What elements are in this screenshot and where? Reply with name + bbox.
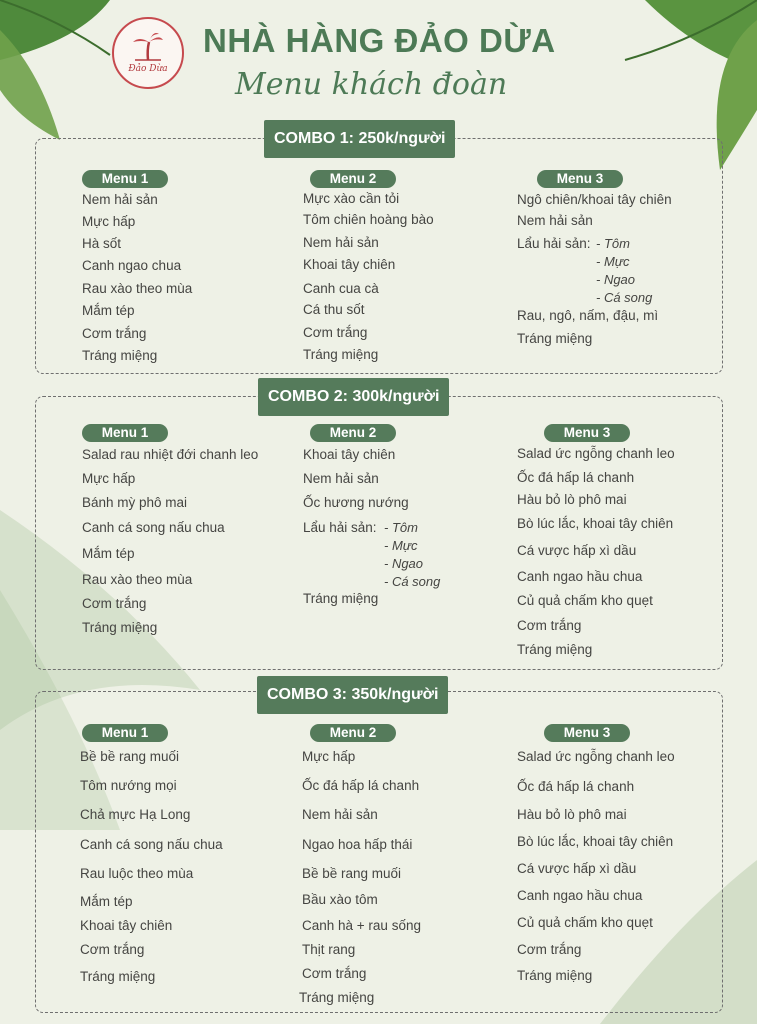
hotpot-sub-item: - Cá song: [384, 574, 441, 589]
menu-item: Cơm trắng: [517, 942, 582, 957]
menu-item: Bề bề rang muối: [302, 866, 402, 881]
menu-item: Lẩu hải sản:: [517, 236, 591, 251]
hotpot-sub-item: - Tôm: [384, 520, 418, 535]
menu-item: Tráng miệng: [303, 591, 379, 606]
palm-leaf-top-left: [0, 0, 120, 140]
menu-item: Củ quả chấm kho quẹt: [517, 593, 653, 608]
menu-item: Ốc hương nướng: [303, 495, 409, 510]
restaurant-logo: [112, 17, 184, 89]
menu-item: Chả mực Hạ Long: [80, 807, 191, 822]
menu-item: Bánh mỳ phô mai: [82, 495, 188, 510]
menu-item: Cá thu sốt: [303, 302, 365, 317]
page-subtitle: Menu khách đoàn: [235, 67, 508, 102]
combo-3-label: COMBO 3: 350k/người: [257, 676, 448, 714]
menu-item: Salad rau nhiệt đới chanh leo: [82, 447, 259, 462]
menu-item: Củ quả chấm kho quẹt: [517, 915, 653, 930]
combo-2-label: COMBO 2: 300k/người: [258, 378, 449, 416]
menu-item: Mực hấp: [82, 214, 136, 229]
hotpot-sub-item: - Tôm: [596, 236, 630, 251]
menu-item: Tráng miệng: [82, 348, 158, 363]
menu-item: Thịt rang: [302, 942, 356, 957]
menu-item: Canh cá song nấu chua: [82, 520, 225, 535]
combo-1-label: COMBO 1: 250k/người: [264, 120, 455, 158]
menu-item: Cơm trắng: [82, 326, 147, 341]
menu-item: Cơm trắng: [82, 596, 147, 611]
combo-1-menu-1-title: Menu 1: [82, 170, 168, 188]
menu-item: Mắm tép: [82, 546, 135, 561]
menu-item: Tráng miệng: [82, 620, 158, 635]
menu-item: Mực xào cần tỏi: [303, 191, 400, 206]
menu-item: Salad ức ngỗng chanh leo: [517, 749, 675, 764]
menu-item: Tráng miệng: [80, 969, 156, 984]
combo-3-menu-1-title: Menu 1: [82, 724, 168, 742]
menu-item: Ngao hoa hấp thái: [302, 837, 413, 852]
menu-item: Bò lúc lắc, khoai tây chiên: [517, 834, 674, 849]
menu-item: Mắm tép: [82, 303, 135, 318]
menu-item: Bề bề rang muối: [80, 749, 180, 764]
menu-item: Ốc đá hấp lá chanh: [517, 470, 635, 485]
hotpot-sub-item: - Ngao: [384, 556, 424, 571]
menu-item: Tôm chiên hoàng bào: [303, 212, 434, 227]
menu-item: Nem hải sản: [302, 807, 378, 822]
combo-2-menu-2-title: Menu 2: [310, 424, 396, 442]
menu-item: Canh ngao hầu chua: [517, 888, 643, 903]
menu-item: Hà sốt: [82, 236, 122, 251]
logo-text: Đảo Dừa: [128, 64, 168, 74]
menu-item: Cơm trắng: [302, 966, 367, 981]
menu-item: Cá vược hấp xì dầu: [517, 861, 637, 876]
palm-tree-icon: [131, 32, 165, 62]
menu-item: Tráng miệng: [517, 642, 593, 657]
menu-item: Nem hải sản: [517, 213, 593, 228]
menu-item: Ngô chiên/khoai tây chiên: [517, 192, 672, 207]
menu-item: Tráng miệng: [299, 990, 375, 1005]
hotpot-sub-item: - Ngao: [596, 272, 636, 287]
menu-item: Rau luộc theo mùa: [80, 866, 194, 881]
menu-item: Canh ngao chua: [82, 258, 182, 273]
menu-item: Cá vược hấp xì dầu: [517, 543, 637, 558]
menu-item: Mực hấp: [82, 471, 136, 486]
menu-item: Rau xào theo mùa: [82, 572, 193, 587]
menu-item: Tráng miệng: [303, 347, 379, 362]
menu-item: Canh cá song nấu chua: [80, 837, 223, 852]
menu-item: Khoai tây chiên: [303, 447, 396, 462]
menu-item: Nem hải sản: [303, 235, 379, 250]
combo-1-menu-2-title: Menu 2: [310, 170, 396, 188]
hotpot-sub-item: - Cá song: [596, 290, 653, 305]
menu-item: Canh hà + rau sống: [302, 918, 421, 933]
menu-item: Tôm nướng mọi: [80, 778, 177, 793]
menu-item: Hàu bỏ lò phô mai: [517, 807, 627, 822]
menu-item: Bò lúc lắc, khoai tây chiên: [517, 516, 674, 531]
combo-3-menu-3-title: Menu 3: [544, 724, 630, 742]
hotpot-sub-item: - Mực: [384, 538, 418, 553]
combo-2-menu-1-title: Menu 1: [82, 424, 168, 442]
page-title: NHÀ HÀNG ĐẢO DỪA: [203, 22, 556, 59]
menu-item: Cơm trắng: [517, 618, 582, 633]
hotpot-sub-item: - Mực: [596, 254, 630, 269]
menu-item: Tráng miệng: [517, 331, 593, 346]
menu-item: Canh cua cà: [303, 281, 379, 296]
menu-item: Mắm tép: [80, 894, 133, 909]
menu-item: Cơm trắng: [303, 325, 368, 340]
menu-item: Nem hải sản: [303, 471, 379, 486]
menu-item: Cơm trắng: [80, 942, 145, 957]
menu-item: Ốc đá hấp lá chanh: [302, 778, 420, 793]
menu-item: Salad ức ngỗng chanh leo: [517, 446, 675, 461]
menu-item: Ốc đá hấp lá chanh: [517, 779, 635, 794]
combo-3-menu-2-title: Menu 2: [310, 724, 396, 742]
menu-item: Khoai tây chiên: [80, 918, 173, 933]
menu-item: Tráng miệng: [517, 968, 593, 983]
menu-item: Hàu bỏ lò phô mai: [517, 492, 627, 507]
menu-item: Mực hấp: [302, 749, 356, 764]
menu-item: Bầu xào tôm: [302, 892, 378, 907]
menu-item: Khoai tây chiên: [303, 257, 396, 272]
menu-item: Rau xào theo mùa: [82, 281, 193, 296]
menu-item: Canh ngao hầu chua: [517, 569, 643, 584]
combo-2-menu-3-title: Menu 3: [544, 424, 630, 442]
combo-1-menu-3-title: Menu 3: [537, 170, 623, 188]
menu-item: Nem hải sản: [82, 192, 158, 207]
menu-item: Lẩu hải sản:: [303, 520, 377, 535]
menu-item: Rau, ngô, nấm, đậu, mì: [517, 308, 659, 323]
